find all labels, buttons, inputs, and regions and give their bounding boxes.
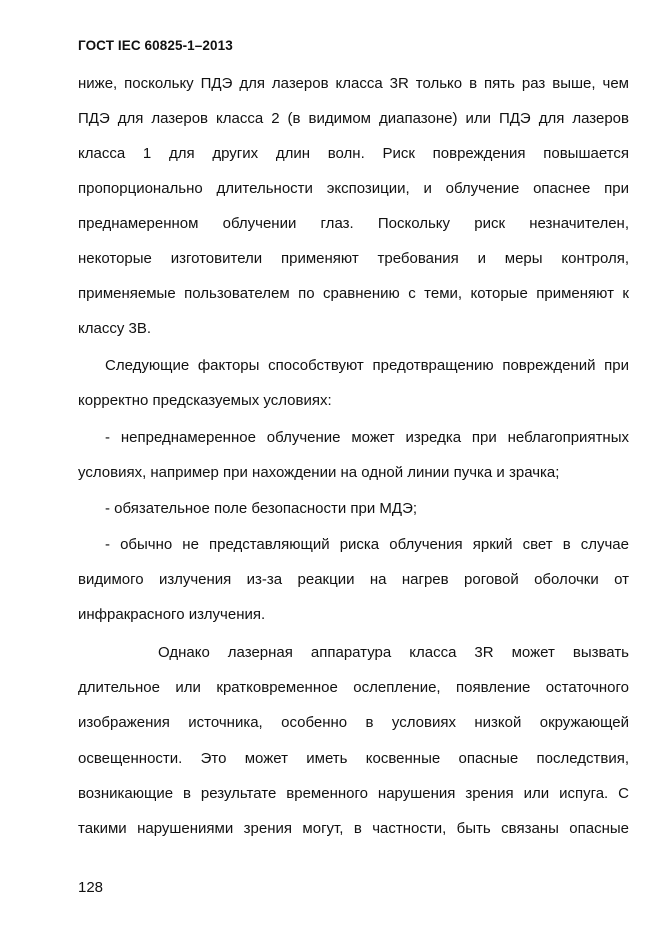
text-line: преднамеренном облучении глаз. Поскольку риск незначителен, xyxy=(78,215,629,232)
text-line: применяемые пользователем по сравнению с теми, которые применяют к xyxy=(78,285,629,302)
text-line: некоторые изготовители применяют требования и меры контроля, xyxy=(78,250,629,267)
text-line: классу 3В. xyxy=(78,320,152,337)
text-line: корректно предсказуемых условиях: xyxy=(78,392,332,409)
text-line: ПДЭ для лазеров класса 2 (в видимом диапазоне) или ПДЭ для лазеров xyxy=(78,110,629,127)
text-line: ниже, поскольку ПДЭ для лазеров класса 3R только в пять раз выше, чем xyxy=(78,75,629,92)
text-line: Однако лазерная аппаратура класса 3R может вызвать xyxy=(158,644,629,661)
text-line: освещенности. Это может иметь косвенные опасные последствия, xyxy=(78,750,629,767)
text-line: класса 1 для других длин волн. Риск повреждения повышается xyxy=(78,145,629,162)
text-line: такими нарушениями зрения могут, в частности, быть связаны опасные xyxy=(78,820,629,837)
document-header: ГОСТ IEC 60825-1–2013 xyxy=(78,38,233,53)
list-item-line: - непреднамеренное облучение может изредка при неблагоприятных xyxy=(105,429,629,446)
text-line: инфракрасного излучения. xyxy=(78,606,266,623)
text-line: длительное или кратковременное ослепление, появление остаточного xyxy=(78,679,629,696)
page-number: 128 xyxy=(78,879,104,896)
text-line: пропорционально длительности экспозиции, и облучение опаснее при xyxy=(78,180,629,197)
text-line: Следующие факторы способствуют предотвращению повреждений при xyxy=(105,357,629,374)
text-line: изображения источника, особенно в условиях низкой окружающей xyxy=(78,714,629,731)
text-line: условиях, например при нахождении на одной линии пучка и зрачка; xyxy=(78,464,560,481)
text-line: возникающие в результате временного нарушения зрения или испуга. С xyxy=(78,785,629,802)
list-item-line: - обычно не представляющий риска облучения яркий свет в случае xyxy=(105,536,629,553)
text-line: видимого излучения из-за реакции на нагрев роговой оболочки от xyxy=(78,571,629,588)
list-item-line: - обязательное поле безопасности при МДЭ; xyxy=(105,500,418,517)
